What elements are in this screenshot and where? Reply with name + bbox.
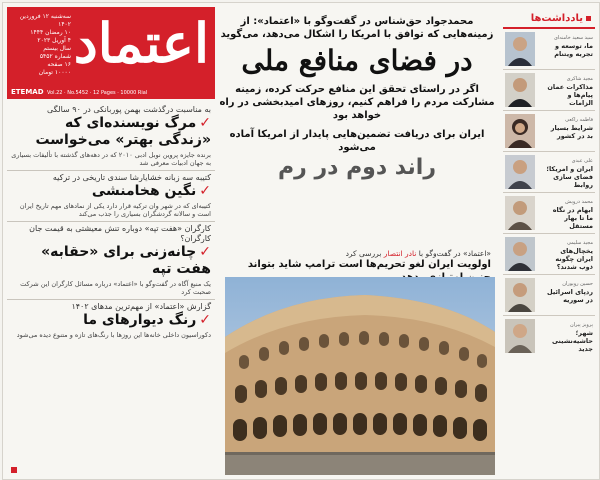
colosseum-photo [225,277,495,475]
note-title: شرایط بسیار بد در کشور [550,124,593,140]
note-title: ما، توسعه و تجربه ویتنام [554,42,593,58]
note-item[interactable] [503,70,595,111]
left-news-item[interactable] [7,171,215,222]
item-body: برنده جایزه پروین نوبل ادبی ۲۰۱۰ که در دهه‌های گذشته با تألیفات بسیاری به جهان ادبیات معرفی شد [11,151,211,167]
issue-strip: Vol.22 · No.5452 · 12 Pages · 10000 Rial [47,90,148,96]
lead-kicker: محمدجواد حق‌شناس در گفت‌وگو با «اعتماد»: از زمینه‌هایی که توافق با امریکا را اشکال می‌دهد، می‌گوید [220,16,494,40]
note-author: مجید شاکری [566,76,593,82]
note-title: یخچال‌های ایران چگونه ذوب شدند؟ [555,247,593,271]
note-title: ایران و امریکا؛ فضای سازی روابط [546,165,593,189]
notes-column [503,7,595,477]
note-author: حسین رویوران [562,281,593,287]
note-title: ردپای اسرائیل در سوریه [547,288,593,304]
brand-latin: ETEMAD [11,88,44,96]
meta-line: ۴ آوریل ۲۰۲۳ [37,37,71,44]
note-author: فاطمه راکعی [565,117,593,123]
note-item[interactable] [503,193,595,234]
item-kicker: کتیبه سه زبانه خشایارشا سندی تاریخی در ترکیه [52,173,211,182]
portrait-icon [505,237,535,271]
left-news-item[interactable] [7,103,215,171]
note-author: پرویز پیران [569,322,593,328]
meta-line: ۱۰۰۰۰ تومان [38,69,71,76]
note-item[interactable] [503,29,595,70]
left-news-list [7,103,215,342]
portrait-icon [505,196,535,230]
note-item[interactable] [503,275,595,316]
square-bullet-icon [586,16,591,21]
note-author: سید سعید خامنه‌ای [553,35,593,41]
masthead-meta [11,13,71,77]
item-kicker: گزارش «اعتماد» از مهم‌ترین مدهای ۱۴۰۲ [71,302,211,311]
meta-line: سه‌شنبه ۱۲ فروردین ۱۴۰۲ [19,13,71,28]
red-square-marker [11,467,17,473]
note-title: ابهام در نگاه ما تا بهار مستقل [552,206,593,230]
item-kicker: به مناسبت درگذشت بهمن پوربانکی در ۹۰ سالگی [47,105,211,114]
item-kicker: کارگران «هفت تپه» دوباره تنش معیشتی به قیمت جان کارگران؟ [29,224,211,243]
left-column [7,7,215,477]
checkmark-icon: ✓ [199,312,211,328]
portrait-icon [505,73,535,107]
portrait-icon [505,319,535,353]
left-news-item[interactable] [7,222,215,300]
item-body: دکوراسیون داخلی خانه‌ها این روزها با رنگ‌های تازه و متنوع دیده می‌شود [16,331,211,339]
left-news-item[interactable] [7,300,215,342]
note-item[interactable] [503,152,595,193]
masthead [7,7,215,99]
note-author: مجید سلیمی [566,240,593,246]
meta-line: شماره ۵۴۵۲ [39,53,71,60]
second-kicker: ایران برای دریافت تضمین‌هایی پایدار از امریکا آماده می‌شود [229,129,485,153]
checkmark-icon: ✓ [199,115,211,131]
item-headline: نگین هخامنشی [91,183,197,199]
note-title: شهر؛ حاشیه‌نشینی جدید [551,329,593,353]
item-body: یک منبع آگاه در گفت‌وگو با «اعتماد» درباره مسائل کارگران این شرکت صحبت کرد [20,280,211,296]
meta-line: سال بیستم [43,45,71,52]
newspaper-logo: اعتماد [73,11,209,75]
portrait-icon [505,114,535,148]
portrait-icon [505,278,535,312]
note-item[interactable] [503,111,595,152]
colosseum-illustration [225,277,495,475]
meta-line: ۱۶ صفحه [47,61,71,68]
second-headline[interactable]: راند دوم در رم [278,155,436,180]
checkmark-icon: ✓ [199,183,211,199]
item-body: کتیبه‌ای که در شهر وان ترکیه قرار دارد یکی از نمادهای مهم تاریخ ایران است و سالانه گردشگران بسیاری را جذب می‌کند [19,202,211,218]
interviewee-name: نادر انتصار [383,249,417,258]
note-author: محمد درویش [565,199,593,205]
note-item[interactable] [503,316,595,356]
portrait-icon [505,155,535,189]
story-headline: اولویت ایران لغو تحریم‌ها است ترامپ شاید بتواند [247,259,491,270]
note-item[interactable] [503,234,595,275]
lead-subhead: اگر در راستای تحقق این منافع حرکت کرده، زمینه مشارکت مردم را فراهم کنیم، روزهای امیدبخشی در راه خواهد بود [219,84,495,121]
portrait-icon [505,32,535,66]
note-author: علی عبدی [571,158,593,164]
newspaper-front-page [2,2,600,480]
notes-title: یادداشت‌ها [503,7,595,29]
checkmark-icon: ✓ [199,244,211,260]
story-kicker: «اعتماد» در گفت‌وگو با نادر انتصار بررسی کرد [345,249,491,258]
item-headline: رنگ دیوارهای ما [83,312,197,328]
lead-story [219,7,495,477]
item-headline: مرگ نویسنده‌ای که «زندگی بهتر» می‌خواست [35,115,211,148]
lead-headline[interactable]: در فضای منافع ملی [241,44,473,77]
meta-line: ۱۰ رمضان ۱۴۴۴ [30,29,71,36]
note-title: مذاکرات عمان پیام‌ها و الزامات [547,83,593,107]
item-headline: چانه‌زنی برای «حقابه» هفت تپه [41,244,211,277]
